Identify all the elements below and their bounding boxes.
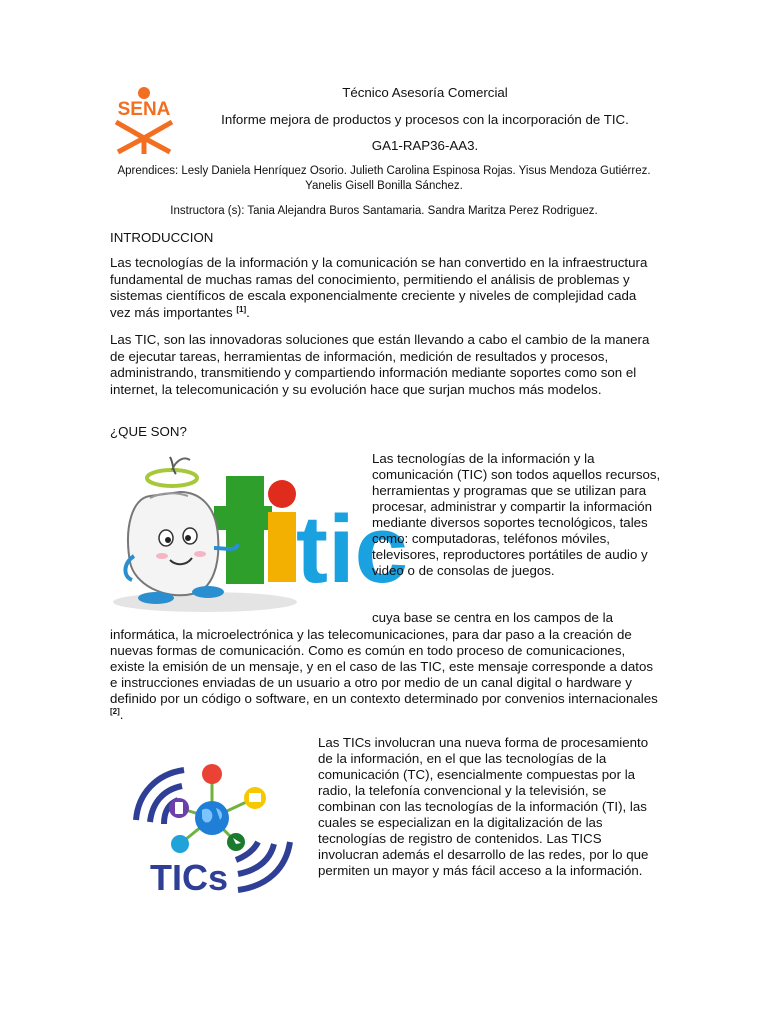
- tics-side-text: Las TICs involucran una nueva forma de procesamiento de la información, en el que las tecnologías de la comunicación (TC), esencialmente compuestas por la radio, la telefonía convencional y la televisión, se combinan con las tecnologías de la información (TI), las cuales se especializan en la digitalización de las tecnologías de registro de contenidos. Las TICS involucran además el desarrollo de las redes, por lo que permiten un mayor y más fácil acceso a la información.: [318, 735, 649, 878]
- tic-wordmark: tic: [296, 496, 409, 603]
- que-son-heading: ¿QUE SON?: [110, 424, 187, 439]
- intro-paragraph-2: Las TIC, son las innovadoras soluciones que están llevando a cabo el cambio de la manera de ejecutar tareas, herramientas de información, medición de resultados y procesos, administrando, transmitiendo y compartiendo información mediante soportes como son el internet, la telecomunicación y su evolución hace que surjan muchos más modelos.: [110, 332, 650, 397]
- que-son-continuation: [110, 627, 660, 723]
- intro-paragraph-1: [110, 255, 660, 321]
- tics-network-image: [112, 740, 308, 916]
- intro-paragraph-1-end: .: [246, 304, 250, 320]
- sena-logo-text: SENA: [117, 99, 171, 120]
- que-son-side-text: Las tecnologías de la información y la comunicación (TIC) son todos aquellos recursos, herramientas y programas que se utilizan para procesar, administrar y compartir la información mediante diversos soportes tecnológicos, tales como: computadoras, teléfonos móviles, televisores, reproductores portátiles de audio y video o de consolas de juegos.: [372, 451, 661, 578]
- intro-heading: INTRODUCCION: [110, 230, 214, 245]
- intro-paragraph-1-text: Las tecnologías de la información y la comunicación se han convertido en la infraestructura fundamental de muchas ramas del conocimiento, permitiendo el análisis de problemas y sistemas científicos de escala exponencialmente creciente y niveles de complejidad cada vez más importantes: [110, 255, 648, 320]
- apprentices-list: Aprendices: Lesly Daniela Henríquez Osorio. Julieth Carolina Espinosa Rojas. Yisus Mendoza Gutiérrez. Yanelis Gisell Bonilla Sánchez.: [117, 165, 651, 192]
- tic-mascot-image: [110, 452, 409, 614]
- reference-2: [2]: [110, 707, 120, 716]
- reference-1: [1]: [236, 304, 247, 314]
- activity-code: GA1-RAP36-AA3.: [371, 138, 479, 153]
- instructors-list: Instructora (s): Tania Alejandra Buros Santamaria. Sandra Maritza Perez Rodriguez.: [170, 205, 598, 217]
- que-son-continuation-first: cuya base se centra en los campos de la: [372, 610, 613, 625]
- que-son-continuation-text: informática, la microelectrónica y las telecomunicaciones, para dar paso a la creación de nuevas formas de comunicación. Como es común en todo proceso de comunicaciones, existe la emisión de un mensaje, y en el caso de las TIC, este mensaje corresponde a datos e instrucciones enviadas de un usuario a otro por medio de un canal digital o hardware y definido por un código o software, en un contexto determinado por convenios internacionales: [110, 627, 658, 706]
- tics-wordmark: TICs: [150, 857, 229, 898]
- report-title: Informe mejora de productos y procesos con la incorporación de TIC.: [221, 112, 629, 127]
- que-son-continuation-end: .: [119, 707, 124, 722]
- course-title: Técnico Asesoría Comercial: [342, 85, 508, 100]
